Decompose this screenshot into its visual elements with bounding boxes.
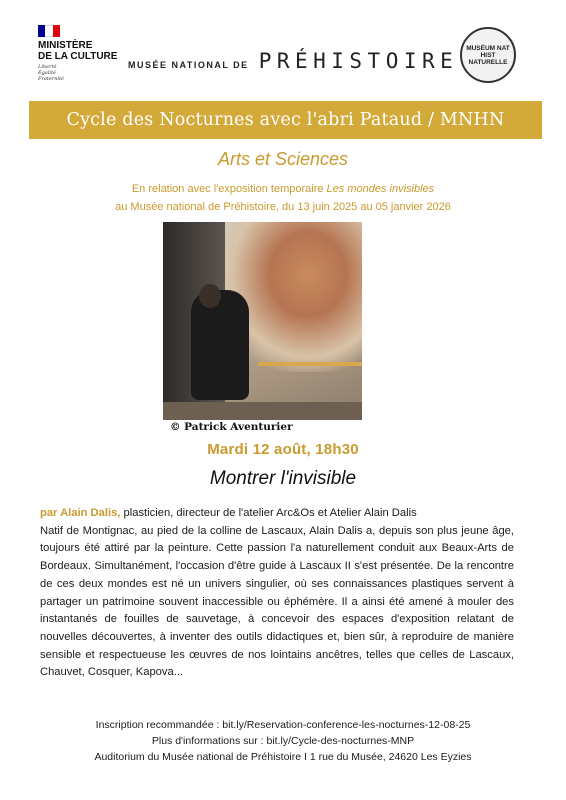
- museum-logo: [128, 49, 458, 73]
- banner-title: Cycle des Nocturnes avec l'abri Pataud / MNHN: [66, 110, 505, 130]
- speaker-name: par Alain Dalis,: [40, 507, 121, 519]
- event-date: Mardi 12 août, 18h30: [207, 441, 359, 458]
- speaker-role: plasticien, directeur de l'atelier Arc&Os et Atelier Alain Dalis: [120, 507, 417, 519]
- speaker-byline: [40, 505, 514, 523]
- exhibition-info: En relation avec l'exposition temporaire Les mondes invisibles au Musée national de Préhistoire, du 13 juin 2025 au 05 janvier 2026: [115, 183, 451, 213]
- museum-prefix: MUSÉE NATIONAL DE: [128, 60, 249, 70]
- registration-link[interactable]: Inscription recommandée : bit.ly/Reservation-conference-les-nocturnes-12-08-25: [95, 719, 471, 731]
- ministry-motto: Liberté Égalité Fraternité: [38, 64, 64, 82]
- event-theme: Arts et Sciences: [217, 149, 349, 169]
- more-info-link[interactable]: Plus d'informations sur : bit.ly/Cycle-des-nocturnes-MNP: [151, 735, 415, 747]
- exhibition-title: Les mondes invisibles: [326, 183, 435, 195]
- ministry-name: MINISTÈRE DE LA CULTURE: [38, 40, 118, 62]
- talk-description: [40, 505, 514, 682]
- photo-credit: © Patrick Aventurier: [170, 421, 293, 433]
- speaker-bio: Natif de Montignac, au pied de la colline de Lascaux, Alain Dalis a, depuis son plus jeune âge, toujours été attiré par la peinture. Cette passion l'a naturellement conduit aux Beaux-Arts de Bordeaux. Simultanément, l'occasion d'être guide à Lascaux II s'est présentée. De la rencontre de ces deux mondes est né un univers singulier, où ses connaissances plastiques servent à partager un patrimoine souvent inaccessible ou éphémère. Il a ainsi été amené à mouler des instantanés de fouilles de sauvetage, à concevoir des espaces d'exposition relatant de nouvelles découvertes, à inventer des outils didactiques et, bien sûr, à reproduire de manière sensible et respectueuse les œuvres de nos lointains ancêtres, telles que celles de Lascaux, Chauvet, Cosquer, Kapova...: [40, 524, 514, 679]
- museum-main-name: PRÉHISTOIRE: [258, 49, 459, 73]
- practical-info: [0, 717, 566, 765]
- venue-address: Auditorium du Musée national de Préhistoire I 1 rue du Musée, 24620 Les Eyzies: [94, 751, 472, 763]
- mnhn-seal-logo: MUSÉUM NAT HIST NATURELLE: [460, 27, 516, 83]
- french-flag-icon: [38, 25, 60, 37]
- cycle-banner: [29, 101, 542, 139]
- artist-photo: [163, 222, 362, 420]
- talk-title: Montrer l'invisible: [209, 468, 357, 489]
- ministry-logo: [38, 25, 128, 82]
